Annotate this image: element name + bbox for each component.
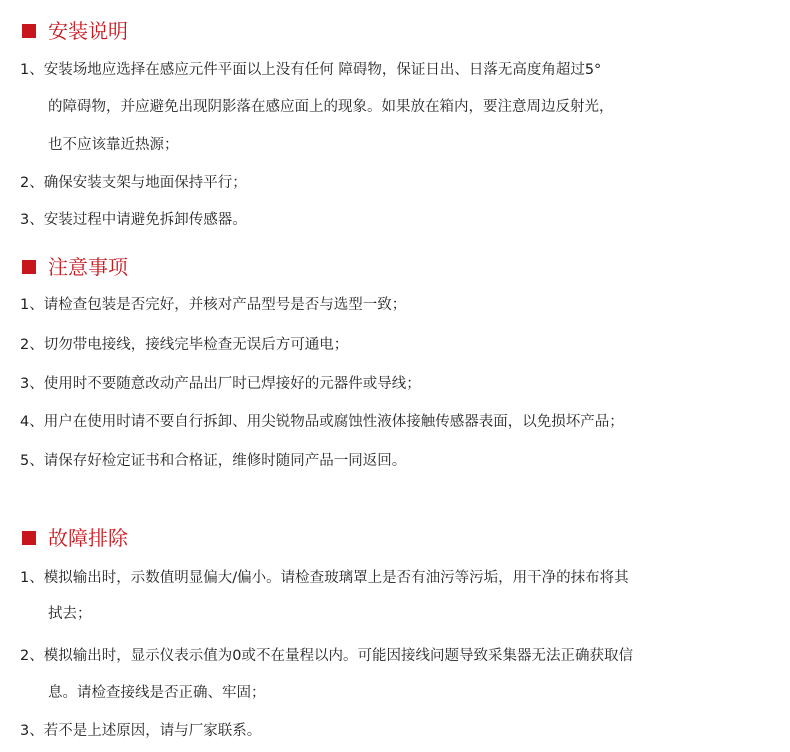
section-title: 注意事项 [48, 255, 128, 279]
section-header-troubleshooting [22, 525, 128, 551]
precaution-line: 4、用户在使用时请不要自行拆卸、用尖锐物品或腐蚀性液体接触传感器表面，以免损坏产品； [20, 414, 624, 430]
precaution-line: 2、切勿带电接线，接线完毕检查无误后方可通电； [20, 337, 349, 353]
section-title: 故障排除 [48, 526, 128, 550]
instruction-line: 3、安装过程中请避免拆卸传感器。 [20, 212, 247, 228]
precaution-line: 1、请检查包装是否完好，并核对产品型号是否与选型一致； [20, 297, 407, 313]
red-square-marker-icon [22, 531, 36, 545]
troubleshooting-line: 3、若不是上述原因，请与厂家联系。 [20, 723, 262, 739]
troubleshooting-line: 息。请检查接线是否正确、牢固； [48, 685, 266, 701]
instruction-line: 的障碍物，并应避免出现阴影落在感应面上的现象。如果放在箱内，要注意周边反射光， [48, 99, 614, 115]
red-square-marker-icon [22, 260, 36, 274]
instruction-line: 也不应该靠近热源； [48, 137, 179, 153]
troubleshooting-line: 拭去； [48, 606, 92, 622]
section-title: 安装说明 [48, 19, 128, 43]
section-header-precautions [22, 254, 128, 280]
instruction-line: 1、安装场地应选择在感应元件平面以上没有任何 障碍物，保证日出、日落无高度角超过5° [20, 62, 602, 78]
troubleshooting-line: 2、模拟输出时，显示仪表示值为0或不在量程以内。可能因接线问题导致采集器无法正确获取信 [20, 648, 633, 664]
section-header-installation [22, 18, 128, 44]
instruction-line: 2、确保安装支架与地面保持平行； [20, 175, 247, 191]
red-square-marker-icon [22, 24, 36, 38]
precaution-line: 5、请保存好检定证书和合格证，维修时随同产品一同返回。 [20, 453, 407, 469]
troubleshooting-line: 1、模拟输出时，示数值明显偏大/偏小。请检查玻璃罩上是否有油污等污垢，用干净的抹布将其 [20, 570, 629, 586]
precaution-line: 3、使用时不要随意改动产品出厂时已焊接好的元器件或导线； [20, 376, 421, 392]
